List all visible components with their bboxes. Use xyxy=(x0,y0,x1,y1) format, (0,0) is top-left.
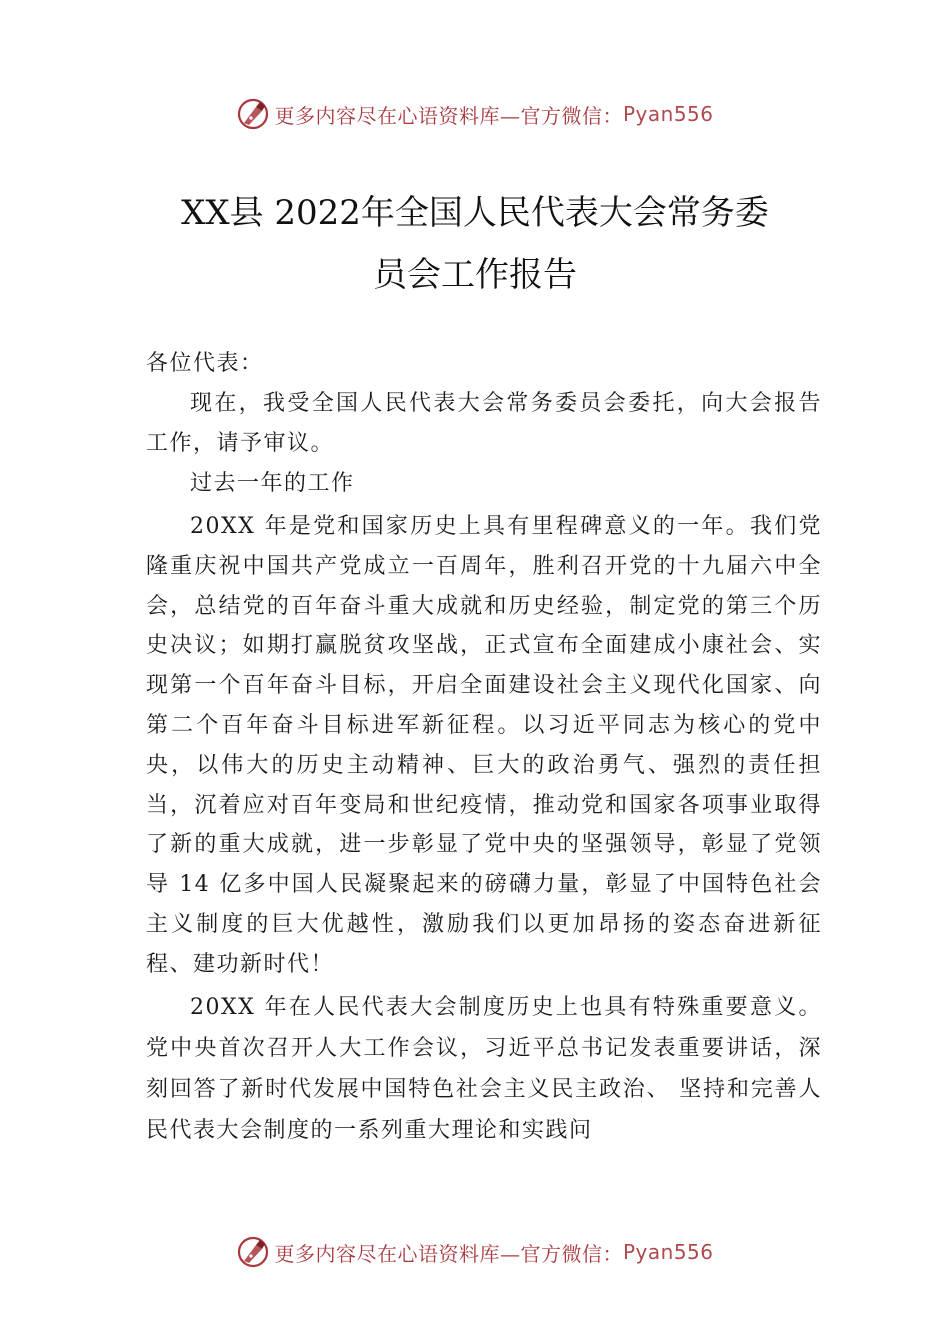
pen-nib-seal-icon xyxy=(236,1235,270,1269)
banner-text: 更多内容尽在心语资料库—官方微信： xyxy=(274,1241,623,1266)
footer-banner xyxy=(0,1232,950,1272)
banner-wechat-id: Pyan556 xyxy=(622,1240,714,1264)
document-title xyxy=(110,182,840,306)
section-heading: 过去一年的工作 xyxy=(190,471,355,496)
pen-nib-seal-icon xyxy=(236,97,270,131)
header-banner xyxy=(0,94,950,134)
paragraph-intro: 现在，我受全国人民代表大会常务委员会委托，向大会报告工作，请予审议。 xyxy=(146,391,822,456)
salutation: 各位代表： xyxy=(146,351,264,376)
banner-text: 更多内容尽在心语资料库—官方微信： xyxy=(274,103,623,128)
paragraph-past-year: 20XX 年是党和国家历史上具有里程碑意义的一年。我们党隆重庆祝中国共产党成立一百周年，胜利召开党的十九届六中全会，总结党的百年奋斗重大成就和历史经验，制定党的第三个历史决议；如期打赢脱贫攻坚战，正式宣布全面建成小康社会、实现第一个百年奋斗目标，开启全面建设社会主义现代化国家、向第二个百年奋斗目标进军新征程。以习近平同志为核心的党中央，以伟大的历史主动精神、巨大的政治勇气、强烈的责任担当，沉着应对百年变局和世纪疫情，推动党和国家各项事业取得了新的重大成就，进一步彰显了党中央的坚强领导，彰显了党领导 14 亿多中国人民凝聚起来的磅礴力量，彰显了中国特色社会主义制度的巨大优越性，激励我们以更加昂扬的姿态奋进新征程、建功新时代！ xyxy=(146,514,822,977)
title-line-1: XX县 2022年全国人民代表大会常务委 xyxy=(181,193,769,233)
title-line-2: 员会工作报告 xyxy=(373,255,577,295)
banner-wechat-id: Pyan556 xyxy=(622,102,714,126)
document-body xyxy=(146,344,822,1151)
paragraph-npc-system: 20XX 年在人民代表大会制度历史上也具有特殊重要意义。党中央首次召开人大工作会议，习近平总书记发表重要讲话，深刻回答了新时代发展中国特色社会主义民主政治、 坚持和完善人民代表大会制度的一系列重大理论和实践问 xyxy=(146,994,822,1143)
